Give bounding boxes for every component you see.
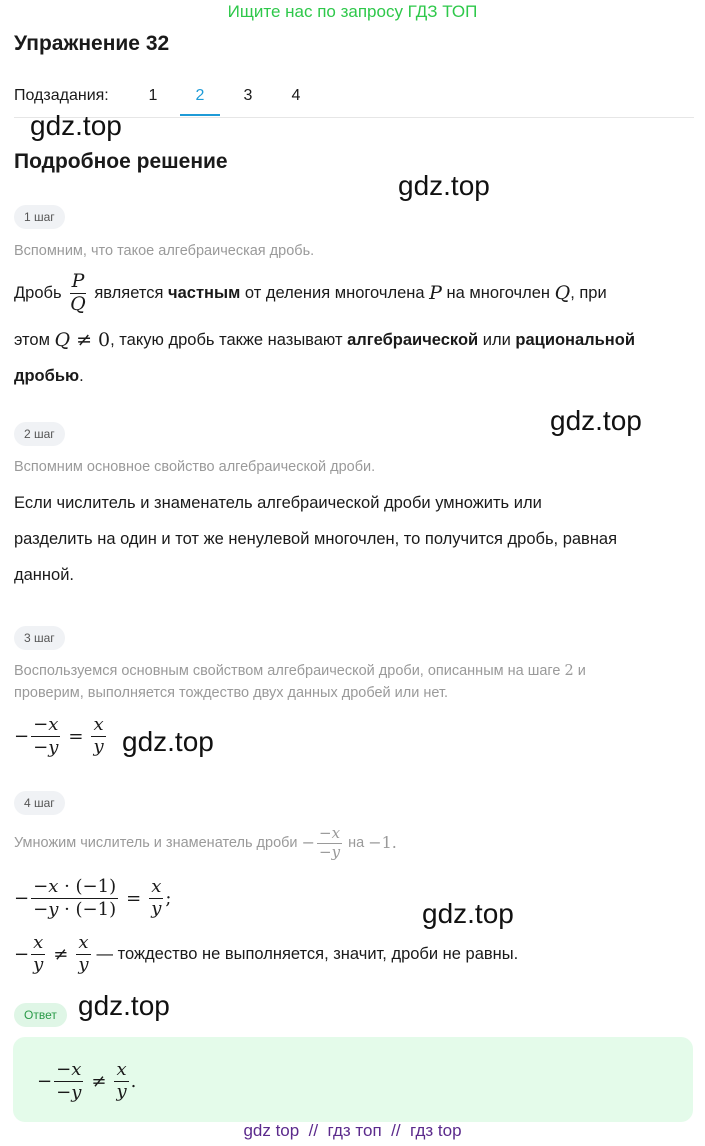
- equation-step4-b: − $\frac{x}{y}$ ≠ $\frac{x}{y}$ — тождество не выполняется, значит, дроби не равны.: [14, 931, 519, 975]
- text: на многочлен: [446, 284, 551, 302]
- bold-term: рациональной: [515, 331, 635, 349]
- math-number: 2: [564, 663, 574, 679]
- top-banner: Ищите нас по запросу ГДЗ ТОП: [227, 2, 478, 21]
- step-2-body: [14, 485, 694, 593]
- text-line: данной.: [14, 566, 75, 584]
- text: , при: [570, 284, 607, 302]
- text: или: [482, 331, 511, 349]
- watermark: gdz.top: [78, 990, 170, 1021]
- watermark: gdz.top: [550, 405, 642, 436]
- equation-step3: − $\frac{-x}{-y}$ = $\frac{x}{y}$: [14, 713, 104, 758]
- step-hint: Умножим числитель и знаменатель дроби − $\frac{-x}{-y}$ на −1.: [14, 824, 397, 861]
- step-chip: 2 шаг: [14, 422, 65, 446]
- watermark: gdz.top: [422, 898, 514, 929]
- step-chip: 3 шаг: [14, 626, 65, 650]
- bold-term: частным: [168, 284, 241, 302]
- step-hint: Вспомним основное свойство алгебраической дроби.: [14, 459, 376, 475]
- math-p: P: [429, 282, 442, 304]
- active-tab-indicator: [180, 114, 220, 116]
- math-q-neq-zero: Q: [54, 329, 71, 351]
- text-line: разделить на один и тот же ненулевой многочлен, то получится дробь, равная: [14, 530, 618, 548]
- step-chip: 1 шаг: [14, 205, 65, 229]
- answer-equation: − $\frac{-x}{-y}$ ≠ $\frac{x}{y}$ .: [37, 1058, 137, 1103]
- math-number: −1.: [368, 833, 397, 852]
- step-hint: [14, 660, 694, 704]
- watermark: gdz.top: [30, 110, 122, 141]
- text: этом: [14, 331, 50, 349]
- tab-1[interactable]: 1: [148, 87, 158, 104]
- watermark: gdz.top: [122, 726, 214, 757]
- page-title: Упражнение 32: [14, 32, 170, 55]
- text: Воспользуемся основным свойством алгебраической дроби, описанным на шаге: [14, 663, 561, 679]
- text-line: Если числитель и знаменатель алгебраической дроби умножить или: [14, 494, 542, 512]
- tab-3[interactable]: 3: [243, 87, 253, 104]
- bold-term: алгебраической: [347, 331, 479, 349]
- step-hint: Вспомним, что такое алгебраическая дробь.: [14, 243, 315, 259]
- text: .: [79, 367, 84, 385]
- subtasks-label: Подзадания:: [14, 87, 109, 104]
- text: на: [348, 835, 365, 851]
- step-1-body: Дробь $\frac{P}{Q}$ является частным от деления многочлена P на многочлен Q , при этом Q ≠ 0 , такую дробь также называют алгебраической или рациональной дробью .: [14, 264, 694, 394]
- text: и: [577, 663, 586, 679]
- text: — тождество не выполняется, значит, дроби не равны.: [96, 944, 519, 963]
- text: Дробь: [14, 284, 62, 302]
- text: , такую дробь также называют: [110, 331, 343, 349]
- step-chip: 4 шаг: [14, 791, 65, 815]
- math-q: Q: [554, 282, 571, 304]
- text: является: [94, 284, 164, 302]
- answer-box: [13, 1037, 693, 1122]
- text: от деления многочлена: [244, 284, 425, 302]
- equation-step4-a: − $\frac{-x \cdot (-1)}{-y \cdot (-1)}$ = $\frac{x}{y}$ ;: [14, 875, 172, 920]
- watermark: gdz.top: [398, 170, 490, 201]
- tab-2[interactable]: 2: [195, 87, 205, 104]
- fraction-p-over-q: $\frac{P}{Q}$: [70, 269, 86, 315]
- answer-chip: Ответ: [14, 1003, 67, 1027]
- bold-term: дробью: [14, 367, 80, 385]
- tab-4[interactable]: 4: [291, 87, 301, 104]
- text: Умножим числитель и знаменатель дроби: [14, 835, 298, 851]
- footer-watermark: gdz top // гдз топ // гдз top: [243, 1121, 462, 1140]
- section-title: Подробное решение: [14, 150, 228, 173]
- text: проверим, выполняется тождество двух данных дробей или нет.: [14, 685, 449, 701]
